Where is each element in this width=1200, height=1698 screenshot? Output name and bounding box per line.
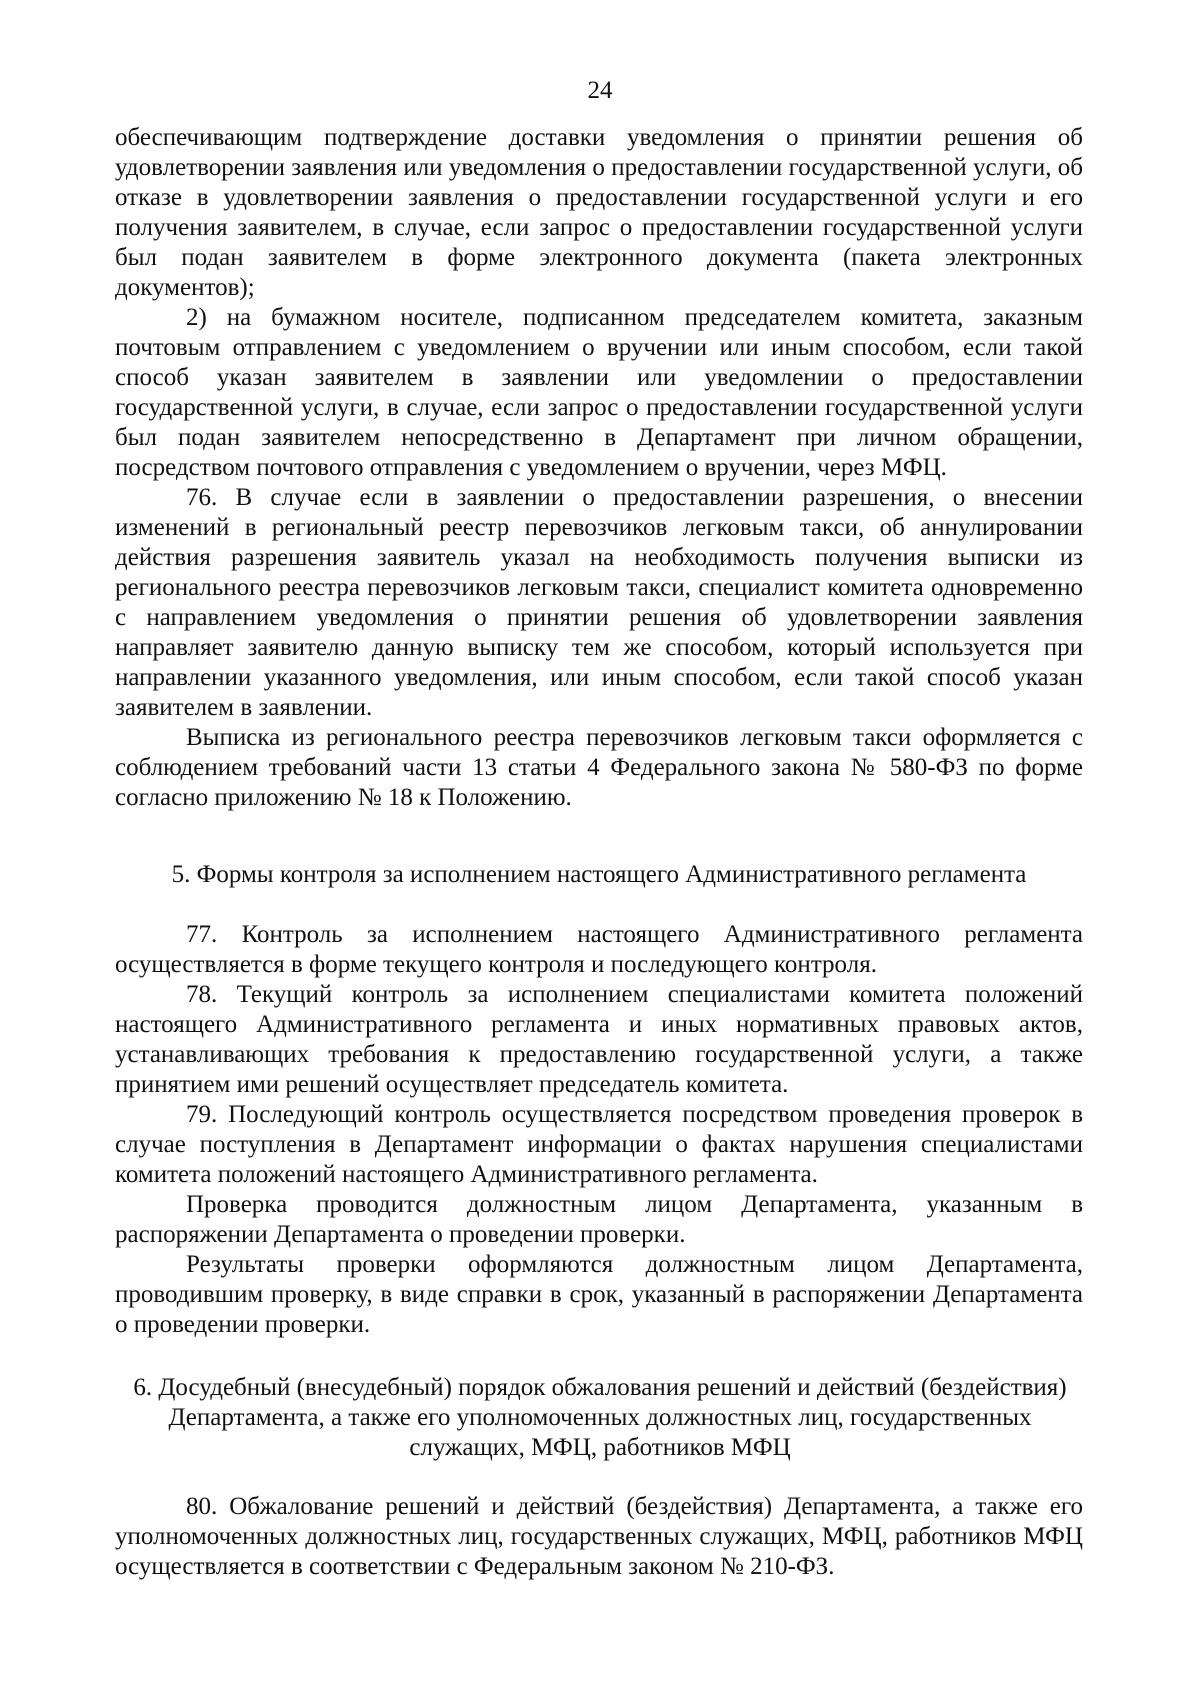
paragraph-79: 79. Последующий контроль осуществляется посредством проведения проверок в случае поступления в Департамент информации о фактах нарушения специалистами комитета положений настоящего Административного регламента. (115, 1101, 1083, 1188)
paragraph-inspection-results: Результаты проверки оформляются должностным лицом Департамента, проводившим проверку, в виде справки в срок, указанный в распоряжении Департамента о проведении проверки. (115, 1251, 1083, 1338)
section-6-text-block (115, 1492, 1083, 1582)
paragraph-80: 80. Обжалование решений и действий (бездействия) Департамента, а также его уполномоченных должностных лиц, государственных служащих, МФЦ, работников МФЦ осуществляется в соответствии с Федеральным законом № 210-ФЗ. (115, 1493, 1083, 1580)
page-number: 24 (587, 77, 613, 104)
paragraph-77: 77. Контроль за исполнением настоящего Административного регламента осуществляется в форме текущего контроля и последующего контроля. (115, 921, 1083, 978)
paragraph-paper-carrier: 2) на бумажном носителе, подписанном председателем комитета, заказным почтовым отправлением с уведомлением о вручении или иным способом, если такой способ указан заявителем в заявлении или уведомлении о предоставлении государственной услуги, в случае, если запрос о предоставлении государственной услуги был подан заявителем непосредственно в Департамент при личном обращении, посредством почтового отправления с уведомлением о вручении, через МФЦ. (115, 304, 1083, 481)
top-text-block (115, 123, 1083, 813)
section-5-text-block (115, 920, 1083, 1340)
section-6-heading-line-3: служащих, МФЦ, работников МФЦ (409, 1434, 791, 1461)
section-6-heading-block (105, 1373, 1095, 1463)
paragraph-extract-form: Выписка из регионального реестра перевозчиков легковым такси оформляется с соблюдением требований части 13 статьи 4 Федерального закона № 580-ФЗ по форме согласно приложению № 18 к Положению. (115, 724, 1083, 811)
section-6-heading-line-2: Департамента, а также его уполномоченных должностных лиц, государственных (168, 1404, 1032, 1431)
paragraph-78: 78. Текущий контроль за исполнением специалистами комитета положений настоящего Административного регламента и иных нормативных правовых актов, устанавливающих требования к предоставлению государственной услуги, а также принятием ими решений осуществляет председатель комитета. (115, 981, 1083, 1098)
paragraph-inspection: Проверка проводится должностным лицом Департамента, указанным в распоряжении Департамента о проведении проверки. (115, 1191, 1083, 1248)
section-5-heading: 5. Формы контроля за исполнением настоящего Административного регламента (171, 861, 1027, 888)
paragraph-delivery-confirmation: обеспечивающим подтверждение доставки уведомления о принятии решения об удовлетворении заявления или уведомления о предоставлении государственной услуги, об отказе в удовлетворении заявления о предоставлении государственной услуги и его получения заявителем, в случае, если запрос о предоставлении государственной услуги был подан заявителем в форме электронного документа (пакета электронных документов); (115, 124, 1083, 301)
section-5-heading-block (115, 860, 1083, 890)
section-6-heading-line-1: 6. Досудебный (внесудебный) порядок обжалования решений и действий (бездействия) (133, 1374, 1067, 1401)
paragraph-76: 76. В случае если в заявлении о предоставлении разрешения, о внесении изменений в региональный реестр перевозчиков легковым такси, об аннулировании действия разрешения заявитель указал на необходимость получения выписки из регионального реестра перевозчиков легковым такси, специалист комитета одновременно с направлением уведомления о принятии решения об удовлетворении заявления направляет заявителю данную выписку тем же способом, который используется при направлении указанного уведомления, или иным способом, если такой способ указан заявителем в заявлении. (115, 484, 1083, 721)
